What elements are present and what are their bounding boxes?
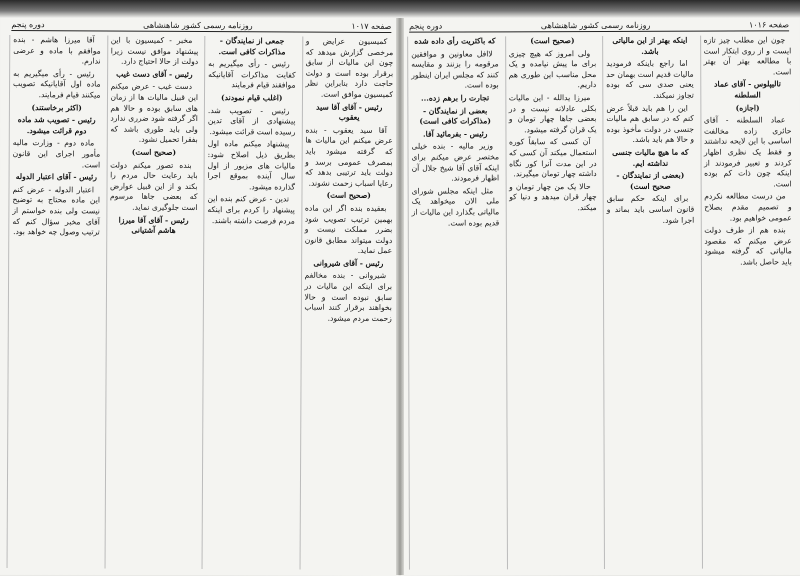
text-column bbox=[700, 35, 793, 568]
gazette-title: روزنامه رسمی کشور شاهنشاهی bbox=[540, 20, 651, 30]
text-column bbox=[407, 36, 500, 569]
paragraph: اما راجع باینکه فرمودید مالیات قدیم است بهمان حد یعنی صدی سی که بوده تجاوز نمیکند. bbox=[606, 58, 694, 100]
paragraph: مثل اینکه مجلس شورای ملی الان میخواهد یک مالیاتی بگذارد این مالیات از قدیم بوده است. bbox=[411, 186, 500, 228]
right-page-columns bbox=[407, 35, 793, 569]
paragraph: رئیس - تصویب شد ماده دوم قرائت میشود. bbox=[17, 115, 96, 136]
paragraph: که باکثریت رأی داده شده bbox=[414, 36, 496, 46]
period-label: دوره پنجم bbox=[409, 21, 443, 31]
paragraph: (صحیح است) bbox=[131, 147, 177, 157]
paragraph: عماد السلطنه - آقای حائری زاده مخالفت اساسی با این لایحه نداشتند و فقط یک نظری اظهار کردند و تعبیر فرمودند از اینکه چون ذات کم بوده است. bbox=[703, 115, 792, 189]
paragraph: رئیس - تصویب شد. پیشنهادی از آقای تدین رسیده است قرائت میشود. bbox=[207, 105, 296, 137]
paragraph: آقا میرزا هاشم - بنده موافقم با ماده و عرضی ندارم. bbox=[13, 35, 101, 66]
paragraph: شیروانی - بنده مخالفم برای اینکه این مالیات در سابق نبوده است و حالا بخواهند برقرار کنند اسباب زحمت مردم میشود. bbox=[304, 271, 393, 323]
paragraph: بنده تصور میکنم دولت باید رعایت حال مردم را بکند و از این قبیل عوارض که بعضی جاها مرسوم است جلوگیری نماید. bbox=[109, 160, 198, 212]
paragraph: رئیس - رأی میگیریم به کفایت مذاکرات آقایانیکه موافقند قیام فرمایند bbox=[208, 59, 296, 90]
page-gutter bbox=[396, 0, 404, 575]
text-column bbox=[602, 36, 695, 569]
paragraph: بعقیده بنده اگر این ماده بهمین ترتیب تصویب شود بضرر مملکت نیست و دولت میتواند مطابق قانون عمل نماید. bbox=[304, 203, 393, 256]
paragraph: که ما هیچ مالیات جنسی نداشته ایم. bbox=[612, 147, 689, 168]
paragraph: (صحیح است) bbox=[530, 36, 575, 46]
paragraph: آن کسی که سابقاً کوره استعمال میکند آن کسی که در این مدت آنرا کور نگاه داشته چهار تومان میگیرند. bbox=[508, 137, 597, 179]
paragraph: بنده هم از طرف دولت عرض میکنم که مقصود مالیاتی که گرفته میشود باید حاصل باشد. bbox=[704, 225, 792, 267]
paragraph: مخبر - کمیسیون با این پیشنهاد موافق نیست زیرا دولت از حالا احتیاج دارد. bbox=[110, 35, 199, 67]
paragraph: (صحیح است) bbox=[326, 190, 371, 201]
paragraph: رئیس - آقای آقا سید یعقوب bbox=[316, 102, 383, 122]
paragraph: حالا یک من چهار تومان و چهار قران میدهد و دنیا کو میکند. bbox=[509, 181, 597, 212]
paragraph: (اجازه) bbox=[735, 103, 760, 113]
text-column bbox=[505, 36, 598, 569]
paragraph: این را هم باید قبلاً عرض کنم که در سابق هم مالیات جنسی در دولت مأخوذ بوده و حالا هم باید باشد. bbox=[606, 103, 694, 145]
right-page-header bbox=[409, 19, 789, 32]
paragraph: بعضی از نمایندگان - (مذاکرات کافی است) bbox=[419, 105, 491, 126]
paragraph: پیشنهاد میکنم ماده اول بطریق ذیل اصلاح شود: مالیات های مزبور از اول سال آینده بموقع اجرا گذارده میشود. bbox=[207, 139, 296, 192]
paragraph: رئیس - رأی میگیریم به ماده اول آقایانیکه تصویب میکنند قیام فرمایند. bbox=[13, 68, 101, 100]
paragraph: جمعی از نمایندگان - مذاکرات کافی است. bbox=[218, 36, 286, 57]
paragraph: من درست مطالعه نکردم و تصمیم مقدم بصلاح عمومی خواهیم بود. bbox=[704, 191, 792, 223]
paragraph: رئیس - بفرمائید آقا. bbox=[422, 129, 488, 139]
paragraph: برای اینکه حکم سابق قانون اساسی باید بماند و اجرا شود. bbox=[606, 194, 695, 225]
paragraph: دست غیب - عرض میکنم این قبیل مالیات ها از زمان های سابق بوده و حالا هم اگر گرفته شود ضرری ندارد ولی باید طوری باشد که بفقرا تحمیل نشود. bbox=[110, 81, 199, 145]
paragraph: وزیر مالیه - بنده خیلی مختصر عرض میکنم برای اینکه آقای آقا شیخ جلال آن اظهار فرمودند. bbox=[411, 141, 500, 183]
paragraph: تجارت را برهم زده... bbox=[420, 93, 490, 103]
paragraph: چون این مطلب چیز تازه ایست و از روی ابتکار است با مطالعه بهتر آن بهتر است. bbox=[703, 35, 792, 77]
paragraph: اینکه بهتر از این مالیاتی باشد. bbox=[612, 35, 688, 56]
page-number: صفحه ۱۰۱۶ bbox=[749, 19, 790, 29]
left-page-header bbox=[11, 19, 391, 33]
page-number: صفحه ۱۰۱۷ bbox=[351, 21, 392, 31]
paragraph: رئیس - آقای دست غیب bbox=[116, 69, 193, 79]
paragraph: رئیس - آقای اعتبار الدوله bbox=[15, 172, 97, 182]
text-column bbox=[7, 35, 101, 568]
text-column bbox=[202, 36, 296, 569]
text-column bbox=[104, 36, 198, 569]
paragraph: اعتبار الدوله - عرض کنم این ماده محتاج به توضیح نیست ولی بنده خواستم از آقای مخبر سؤال کنم که ترتیب وصول چه خواهد بود. bbox=[12, 184, 100, 237]
period-label: دوره پنجم bbox=[11, 19, 45, 29]
paragraph: تدین - عرض کنم بنده این پیشنهاد را کردم برای اینکه مردم فرصت داشته باشند. bbox=[207, 194, 295, 225]
paragraph: (اغلب قیام نمودند) bbox=[221, 93, 283, 103]
scan-shadow bbox=[0, 0, 800, 18]
paragraph: لاافل معاونین و موافقین مرقومه را بزنند و مقایسه کنند که مجلس ایران اینطور بوده است. bbox=[411, 48, 499, 90]
paragraph: آقا سید یعقوب - بنده عرض میکنم این مالیات ها که گرفته میشود باید بمصرف عمومی برسد و دولت باید ترتیبی بدهد که رعایا اسباب زحمت نشوند. bbox=[305, 125, 393, 188]
text-column bbox=[299, 37, 393, 570]
gazette-title: روزنامه رسمی کشور شاهنشاهی bbox=[143, 20, 253, 30]
paragraph: ولی امروز که هیچ چیزی برای ما پیش نیامده و یک محل مناسب این طوری هم داریم. bbox=[508, 48, 597, 90]
paragraph: ماده دوم - وزارت مالیه مأمور اجرای این قانون است. bbox=[12, 138, 101, 170]
right-page bbox=[399, 0, 800, 576]
paragraph: تالیپلوس - آقای عماد السلطنه bbox=[714, 79, 781, 100]
paragraph: کمیسیون عرایض و مرخصی گزارش میدهد که چون این مالیات از سابق برقرار بوده است و دولت حاجت دارد بنابراین نظر کمیسیون موافق است. bbox=[305, 36, 394, 99]
paragraph: (بعضی از نمایندگان - صحیح است) bbox=[616, 170, 685, 191]
paragraph: رئیس - آقای آقا میرزا هاشم آشتیانی bbox=[118, 215, 189, 235]
left-page-columns bbox=[7, 35, 394, 570]
paragraph: (اکثر برخاستند) bbox=[31, 102, 82, 112]
paragraph: میرزا یدالله - این مالیات بکلی عادلانه نیست و در بعضی جاها چهار تومان و یک قران گرفته میشود. bbox=[508, 93, 597, 135]
paragraph: رئیس - آقای شیروانی bbox=[313, 258, 384, 268]
